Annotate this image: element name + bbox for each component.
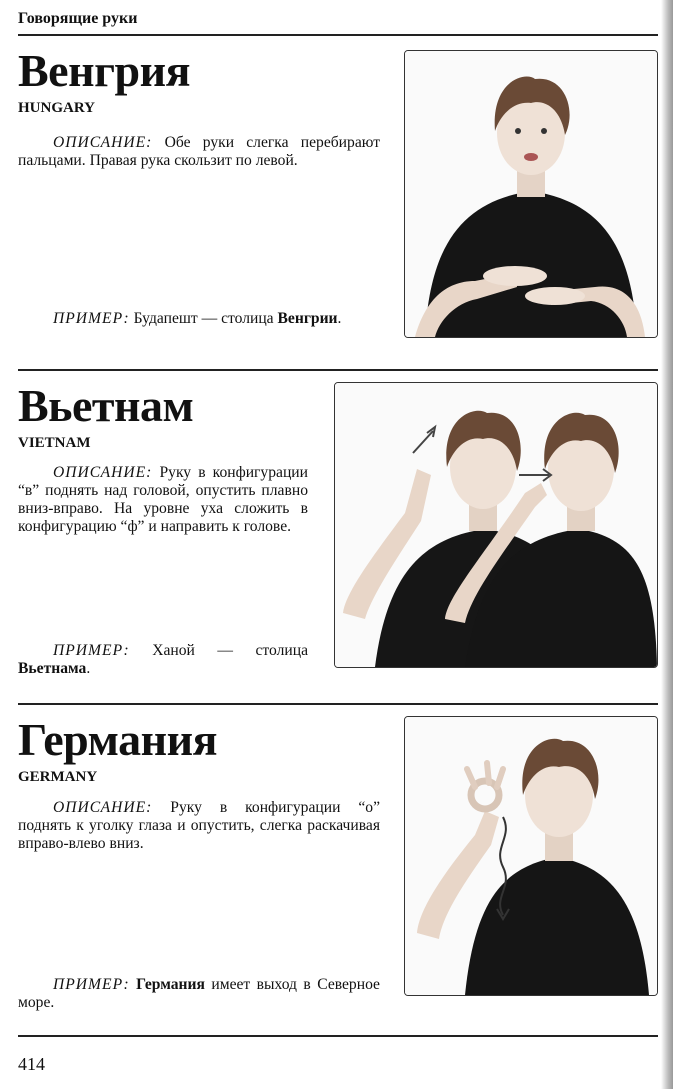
- entry-vietnam: [18, 380, 194, 452]
- entry-divider: [18, 369, 658, 371]
- example-tail: .: [86, 660, 91, 677]
- description-text: Руку в конфигурации “в” поднять над головой, опустить плавно вниз-вправо. На уровне уха сложить в конфигурацию “ф” и направить к голове.: [18, 464, 308, 535]
- sign-photo-vietnam: [334, 382, 658, 668]
- description: [18, 799, 380, 853]
- entry-english: VIETNAM: [18, 435, 91, 451]
- description-label: ОПИСАНИЕ:: [53, 464, 153, 481]
- example: [18, 310, 380, 328]
- sign-photo-hungary: [404, 50, 658, 338]
- example-bold: Германия: [136, 976, 205, 993]
- example: [18, 976, 380, 1012]
- entry-title: Венгрия: [18, 45, 190, 96]
- example-label: ПРИМЕР:: [53, 310, 130, 327]
- example-bold: Венгрии: [277, 310, 338, 327]
- example-label: ПРИМЕР:: [53, 642, 130, 659]
- description-text: Руку в конфигурации “о” поднять к уголку глаза и опустить, слегка раскачивая вправо-влево вниз.: [18, 799, 380, 852]
- description: [18, 134, 380, 170]
- page-edge-shadow: [661, 0, 673, 1089]
- entry-germany: [18, 714, 217, 786]
- example-label: ПРИМЕР:: [53, 976, 130, 993]
- page-number: 414: [18, 1054, 45, 1074]
- signer-illustration: [405, 717, 657, 995]
- example-text: имеет выход в Северное море.: [18, 976, 380, 1011]
- entry-title: Германия: [18, 714, 217, 765]
- description: [18, 464, 308, 536]
- footer-rule: [18, 1035, 658, 1037]
- entry-title: Вьетнам: [18, 380, 194, 431]
- description-text: Обе руки слегка перебирают пальцами. Правая рука скользит по левой.: [18, 134, 381, 169]
- signer-illustration: [335, 383, 657, 667]
- description-label: ОПИСАНИЕ:: [53, 799, 153, 816]
- description-label: ОПИСАНИЕ:: [53, 134, 153, 151]
- example-text: Ханой — столица: [152, 642, 308, 659]
- example-tail: .: [337, 310, 342, 327]
- example-text: Будапешт — столица: [133, 310, 274, 327]
- entry-divider: [18, 703, 658, 705]
- sign-photo-germany: [404, 716, 658, 996]
- entry-hungary: [18, 45, 190, 117]
- running-header: Говорящие руки: [18, 10, 138, 27]
- entry-english: GERMANY: [18, 769, 98, 785]
- example: [18, 642, 308, 678]
- example-bold: Вьетнама: [18, 660, 87, 677]
- signer-illustration: [405, 51, 657, 337]
- header-rule: [18, 34, 658, 36]
- entry-english: HUNGARY: [18, 100, 95, 116]
